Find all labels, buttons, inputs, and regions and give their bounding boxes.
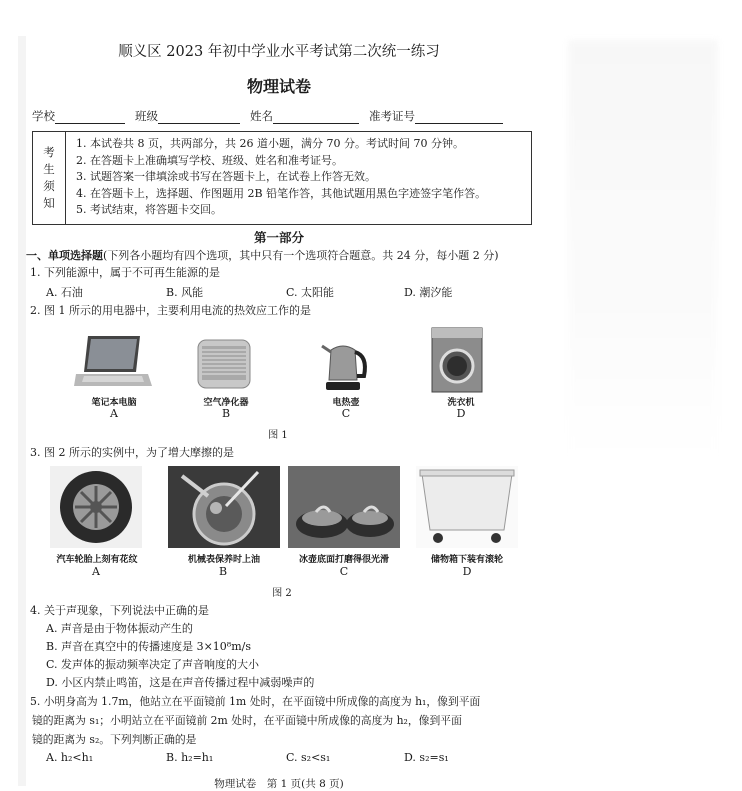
name-blank[interactable] bbox=[273, 111, 359, 124]
q2-caption-b: 空气净化器 bbox=[203, 398, 249, 408]
school-label: 学校 bbox=[32, 109, 55, 123]
q3-caption-d: 储物箱下装有滚轮 bbox=[430, 555, 503, 565]
instructions-list bbox=[66, 132, 486, 224]
q4-option-b[interactable]: B. 声音在真空中的传播速度是 3×10⁸m/s bbox=[46, 640, 251, 653]
laptop-image bbox=[74, 334, 154, 392]
class-blank[interactable] bbox=[158, 111, 240, 124]
q5-option-d[interactable]: D. s₂=s₁ bbox=[404, 751, 449, 764]
q4-stem: 4. 关于声现象，下列说法中正确的是 bbox=[30, 604, 209, 617]
q5-option-c[interactable]: C. s₂<s₁ bbox=[286, 751, 331, 764]
instruction-item: 3. 试题答案一律填涂或书写在答题卡上，在试卷上作答无效。 bbox=[76, 170, 376, 183]
q5-stem-line-2: 镜的距离为 s₁；小明站立在平面镜前 2m 处时，在平面镜中所成像的高度为 h₂，像到平面 bbox=[32, 714, 462, 727]
q2-caption-c: 电热壶 bbox=[332, 398, 360, 408]
q1-stem: 1. 下列能源中，属于不可再生能源的是 bbox=[30, 266, 220, 279]
q5-options bbox=[46, 751, 449, 764]
q1-option-b[interactable]: B. 风能 bbox=[166, 286, 204, 299]
label-char: 须 bbox=[43, 179, 55, 193]
q1-option-a[interactable]: A. 石油 bbox=[46, 286, 83, 299]
q2-letter-c[interactable]: C bbox=[341, 407, 351, 420]
student-info-row bbox=[32, 108, 532, 124]
q5-option-b[interactable]: B. h₂=h₁ bbox=[166, 751, 214, 764]
section-heading: 一、单项选择题 bbox=[26, 249, 103, 262]
q3-stem: 3. 图 2 所示的实例中，为了增大摩擦的是 bbox=[30, 446, 234, 459]
q4-option-a[interactable]: A. 声音是由于物体振动产生的 bbox=[46, 622, 193, 635]
label-char: 考 bbox=[43, 145, 55, 159]
q3-caption-b: 机械表保养时上油 bbox=[187, 555, 260, 565]
q2-letter-d[interactable]: D bbox=[456, 407, 466, 420]
q3-letter-d[interactable]: D bbox=[462, 565, 472, 578]
bleed-through-area bbox=[568, 40, 718, 460]
storage-box-image bbox=[416, 466, 518, 548]
label-char: 生 bbox=[43, 162, 55, 176]
q5-option-a[interactable]: A. h₂<h₁ bbox=[46, 751, 94, 764]
watch-oiling-image bbox=[168, 466, 280, 548]
q4-option-c[interactable]: C. 发声体的振动频率决定了声音响度的大小 bbox=[46, 658, 260, 671]
q1-options bbox=[46, 284, 452, 300]
q4-option-d[interactable]: D. 小区内禁止鸣笛，这是在声音传播过程中减弱噪声的 bbox=[46, 676, 315, 689]
instruction-item: 2. 在答题卡上准确填写学校、班级、姓名和准考证号。 bbox=[76, 153, 343, 167]
q2-caption-d: 洗衣机 bbox=[447, 398, 475, 408]
school-blank[interactable] bbox=[55, 111, 125, 124]
figure-2-label: 图 2 bbox=[272, 588, 292, 599]
instruction-item: 5. 考试结束，将答题卡交回。 bbox=[76, 203, 222, 216]
electric-kettle-image bbox=[320, 336, 372, 394]
section-heading-row bbox=[26, 248, 499, 263]
exam-page bbox=[26, 36, 532, 790]
exam-id-label: 准考证号 bbox=[369, 109, 415, 123]
name-label: 姓名 bbox=[250, 109, 273, 123]
q1-option-c[interactable]: C. 太阳能 bbox=[286, 286, 335, 299]
q2-caption-a: 笔记本电脑 bbox=[91, 398, 137, 408]
q2-stem: 2. 图 1 所示的用电器中，主要利用电流的热效应工作的是 bbox=[30, 304, 311, 317]
class-label: 班级 bbox=[135, 109, 158, 123]
section-desc: (下列各小题均有四个选项，其中只有一个选项符合题意。共 24 分，每小题 2 分) bbox=[103, 249, 499, 262]
instruction-item: 1. 本试卷共 8 页，共两部分，共 26 道小题，满分 70 分。考试时间 70 分钟。 bbox=[76, 137, 464, 150]
page-edge bbox=[18, 36, 26, 786]
exam-subtitle: 物理试卷 bbox=[246, 77, 311, 96]
exam-title: 顺义区 2023 年初中学业水平考试第二次统一练习 bbox=[118, 44, 440, 60]
washing-machine-image bbox=[430, 326, 486, 394]
q2-letter-b[interactable]: B bbox=[221, 407, 231, 420]
q3-caption-c: 冰壶底面打磨得很光滑 bbox=[298, 555, 389, 565]
q2-letter-a[interactable]: A bbox=[110, 407, 118, 420]
q3-caption-a: 汽车轮胎上刻有花纹 bbox=[56, 555, 138, 565]
q3-letter-b[interactable]: B bbox=[218, 565, 228, 578]
instruction-item: 4. 在答题卡上，选择题、作图题用 2B 铅笔作答，其他试题用黑色字迹签字笔作答。 bbox=[76, 186, 487, 200]
curling-stone-image bbox=[288, 466, 400, 548]
q5-stem-line-1: 5. 小明身高为 1.7m，他站立在平面镜前 1m 处时，在平面镜中所成像的高度为 h₁，像到平面 bbox=[30, 695, 481, 708]
label-char: 知 bbox=[43, 196, 55, 210]
air-purifier-image bbox=[194, 336, 256, 392]
instructions-box bbox=[32, 131, 532, 225]
figure-1-label: 图 1 bbox=[268, 430, 288, 441]
exam-id-blank[interactable] bbox=[415, 111, 503, 124]
q3-letter-a[interactable]: A bbox=[92, 565, 100, 578]
q1-option-d[interactable]: D. 潮汐能 bbox=[404, 286, 453, 299]
part-title: 第一部分 bbox=[253, 230, 304, 245]
q3-letter-c[interactable]: C bbox=[339, 565, 349, 578]
q5-stem-line-3: 镜的距离为 s₂。下列判断正确的是 bbox=[32, 733, 197, 746]
page-footer: 物理试卷 第 1 页(共 8 页) bbox=[214, 778, 344, 790]
instructions-label bbox=[33, 132, 66, 224]
tire-image bbox=[50, 466, 142, 548]
